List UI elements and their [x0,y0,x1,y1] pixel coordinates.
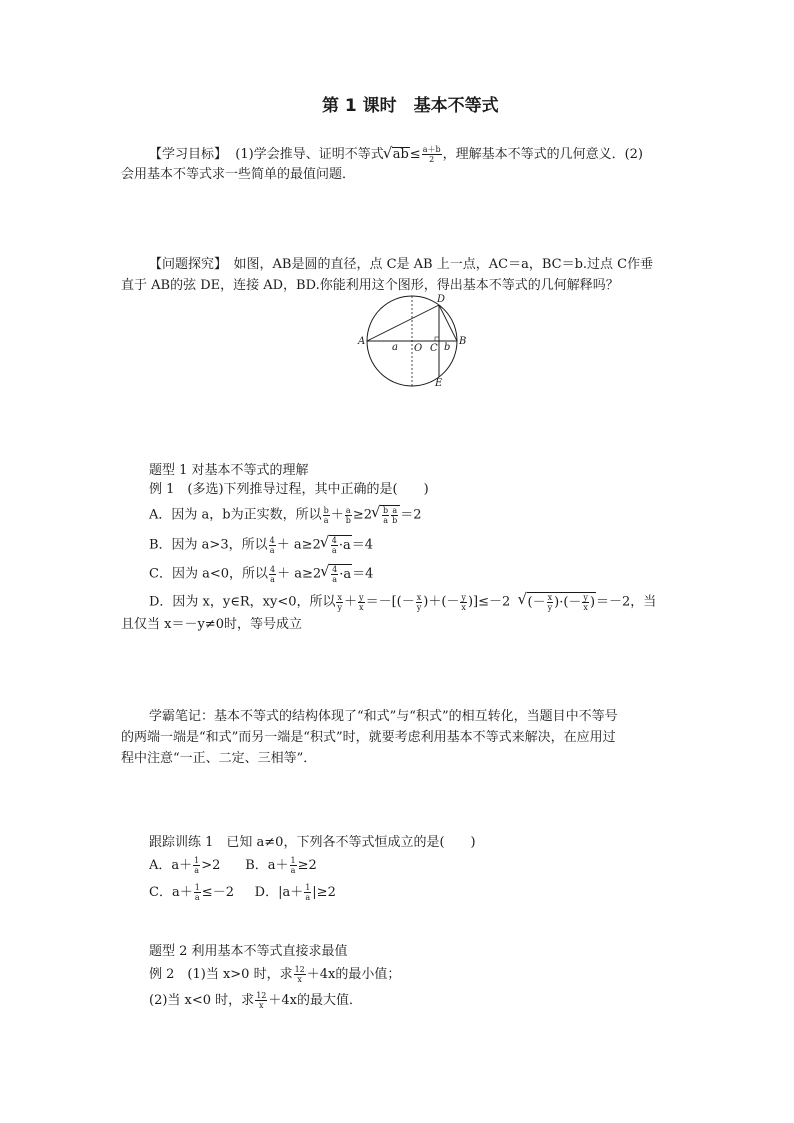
note-line-2: 的两端一端是“和式”而另一端是“积式”时，就要考虑利用基本不等式来解决，在应用过 [121,730,616,745]
label-D: D [437,294,446,305]
segment-AD [367,305,439,341]
objectives-line-2: 会用基本不等式求一些简单的最值问题． [121,167,356,182]
sqrt-ab: √ ab [384,146,410,164]
objectives-label: 【学习目标】 [149,147,228,162]
label-O: O [414,343,423,354]
fraction-a-plus-b-over-2: $\frac{a+b}{2}$ [422,145,441,164]
option-1C: C．因为 a<0，所以 $\frac{4}{a}$ ＋ a≥2 √ $\frac{4}{a}$ ·a＝4 [149,564,373,584]
type2-heading: 题型 2 利用基本不等式直接求最值 [149,944,348,959]
explore-line-1: 【问题探究】 如图，AB是圆的直径，点 C是 AB 上一点，AC＝a，BC＝b.过点 C作垂 [149,257,654,272]
sqrt-expression: √ $\frac{b}{a}$ $\frac{a}{b}$ [372,505,400,525]
option-1A: A．因为 a，b为正实数，所以 $\frac{b}{a}$ ＋ $\frac{a}{b}$ ≥2 √ $\frac{b}{a}$ $\frac{a}{b}$ ＝2 [149,505,422,525]
sqrt-expression: √ $\frac{4}{a}$ ·a [321,535,352,555]
example-1: 例 1 (多选)下列推导过程，其中正确的是( ) [149,482,429,497]
option-1B: B．因为 a>3，所以 $\frac{4}{a}$ ＋ a≥2 √ $\frac{4}{a}$ ·a＝4 [149,535,373,555]
label-B: B [459,336,467,347]
practice-options-row-2: C．a＋ $\frac{1}{a}$ ≤－2 D．|a＋ $\frac{1}{a}$ |≥2 [149,883,336,902]
note-line-1: 学霸笔记：基本不等式的结构体现了“和式”与“积式”的相互转化，当题目中不等号 [149,709,618,724]
label-b: b [444,342,451,353]
example-2-part-1: 例 2 (1)当 x>0 时，求 $\frac{12}{x}$ ＋4x的最小值； [149,965,401,984]
explore-line-2: 直于 AB的弦 DE，连接 AD，BD.你能利用这个图形，得出基本不等式的几何解释吗？ [121,278,619,293]
circle-diagram [356,292,472,388]
option-1D: D．因为 x，y∈R，xy<0，所以 $\frac{x}{y}$ ＋ $\frac{y}{x}$ ＝－[(－ $\frac{x}{y}$ )＋(－ $\frac{y}{x}$ )]≤－2 √ (－ $\frac{x}{y}$ )·(－ $\frac{y}{x}$ )＝－2，当 [149,592,656,612]
sqrt-expression: √ $\frac{4}{a}$ ·a [321,564,352,584]
objectives-line-1: 【学习目标】 (1)学会推导、证明不等式√ ab≤ $\frac{a+b}{2}$ ，理解基本不等式的几何意义．(2) [149,145,643,164]
label-C: C [430,343,438,354]
type1-heading: 题型 1 对基本不等式的理解 [149,463,309,478]
practice-question: 跟踪训练 1 已知 a≠0，下列各不等式恒成立的是( ) [149,835,476,850]
label-E: E [435,378,443,388]
page-title: 第 1 课时 基本不等式 [322,96,499,116]
example-2-part-2: (2)当 x<0 时，求 $\frac{12}{x}$ ＋4x的最大值． [149,991,362,1010]
note-line-3: 程中注意“一正、二定、三相等”． [121,751,317,766]
option-1D-line-2: 且仅当 x＝－y≠0时，等号成立 [121,617,302,632]
label-a: a [392,342,398,353]
sqrt-expression: √ (－ $\frac{x}{y}$ )·(－ $\frac{y}{x}$ ) [519,592,597,612]
explore-label: 【问题探究】 [149,257,221,272]
label-A: A [358,336,366,347]
segment-BD [439,305,457,341]
practice-options-row-1: A．a＋ $\frac{1}{a}$ >2 B．a＋ $\frac{1}{a}$ ≥2 [149,856,317,875]
right-angle-mark [435,337,439,341]
